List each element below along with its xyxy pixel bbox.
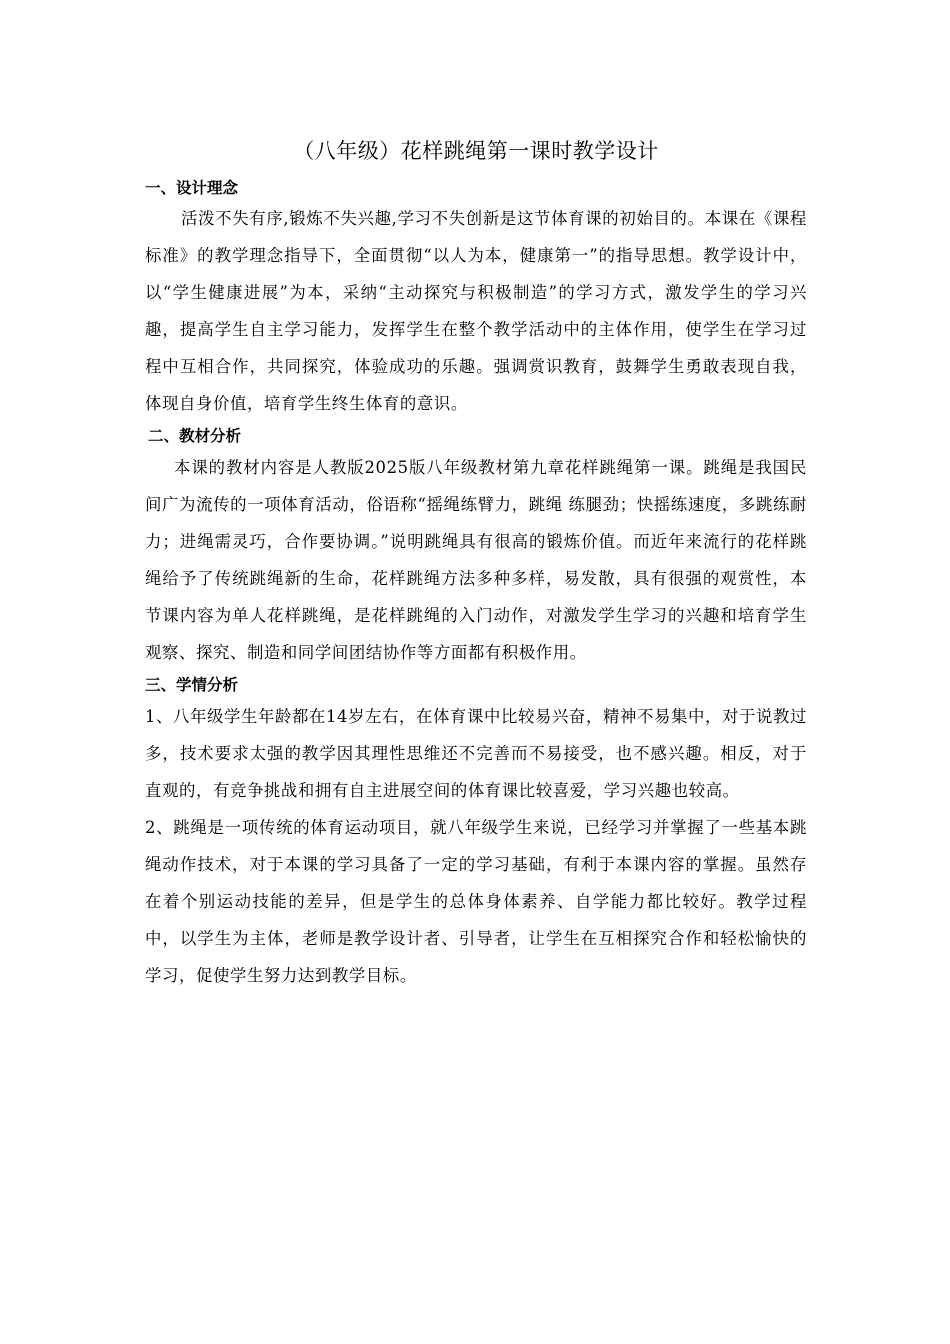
- document-title: （八年级）花样跳绳第一课时教学设计: [293, 139, 659, 163]
- section-heading-material-analysis: 二、教材分析: [148, 427, 242, 445]
- paragraph-learner-analysis-1: 1、八年级学生年龄都在14岁左右，在体育课中比较易兴奋，精神不易集中，对于说教过多，技术要求太强的教学因其理性思维还不完善而不易接受，也不感兴趣。相反，对于直观的，有竞争挑战和拥有自主进展空间的体育课比较喜爱，学习兴趣也较高。: [145, 707, 807, 800]
- paragraph-material-analysis: 本课的教材内容是人教版2025版八年级教材第九章花样跳绳第一课。跳绳是我国民间广为流传的一项体育活动，俗语称“摇绳练臂力，跳绳 练腿劲；快摇练速度，多跳练耐力；进绳需灵巧，合作要协调。”说明跳绳具有很高的锻炼价值。而近年来流行的花样跳绳给予了传统跳绳新的生命，花样跳绳方法多种多样，易发散，具有很强的观赏性，本节课内容为单人花样跳绳，是花样跳绳的入门动作，对激发学生学习的兴趣和培育学生观察、探究、制造和同学间团结协作等方面都有积极作用。: [145, 458, 807, 662]
- paragraph-design-concept: 活泼不失有序,锻炼不失兴趣,学习不失创新是这节体育课的初始目的。本课在《课程标准》的教学理念指导下，全面贯彻“以人为本，健康第一”的指导思想。教学设计中，以“学生健康进展”为本，采纳“主动探究与积极制造”的学习方式，激发学生的学习兴趣，提高学生自主学习能力，发挥学生在整个教学活动中的主体作用，使学生在学习过程中互相合作，共同探究，体验成功的乐趣。强调赏识教育，鼓舞学生勇敢表现自我，体现自身价值，培育学生终生体育的意识。: [145, 209, 807, 413]
- section-heading-design-concept: 一、设计理念: [145, 179, 239, 197]
- paragraph-learner-analysis-2: 2、跳绳是一项传统的体育运动项目，就八年级学生来说，已经学习并掌握了一些基本跳绳动作技术，对于本课的学习具备了一定的学习基础，有利于本课内容的掌握。虽然存在着个别运动技能的差异，但是学生的总体身体素养、自学能力都比较好。教学过程中，以学生为主体，老师是教学设计者、引导者，让学生在互相探究合作和轻松愉快的学习，促使学生努力达到教学目标。: [145, 818, 807, 985]
- section-heading-learner-analysis: 三、学情分析: [145, 676, 239, 694]
- document-page: [145, 128, 807, 994]
